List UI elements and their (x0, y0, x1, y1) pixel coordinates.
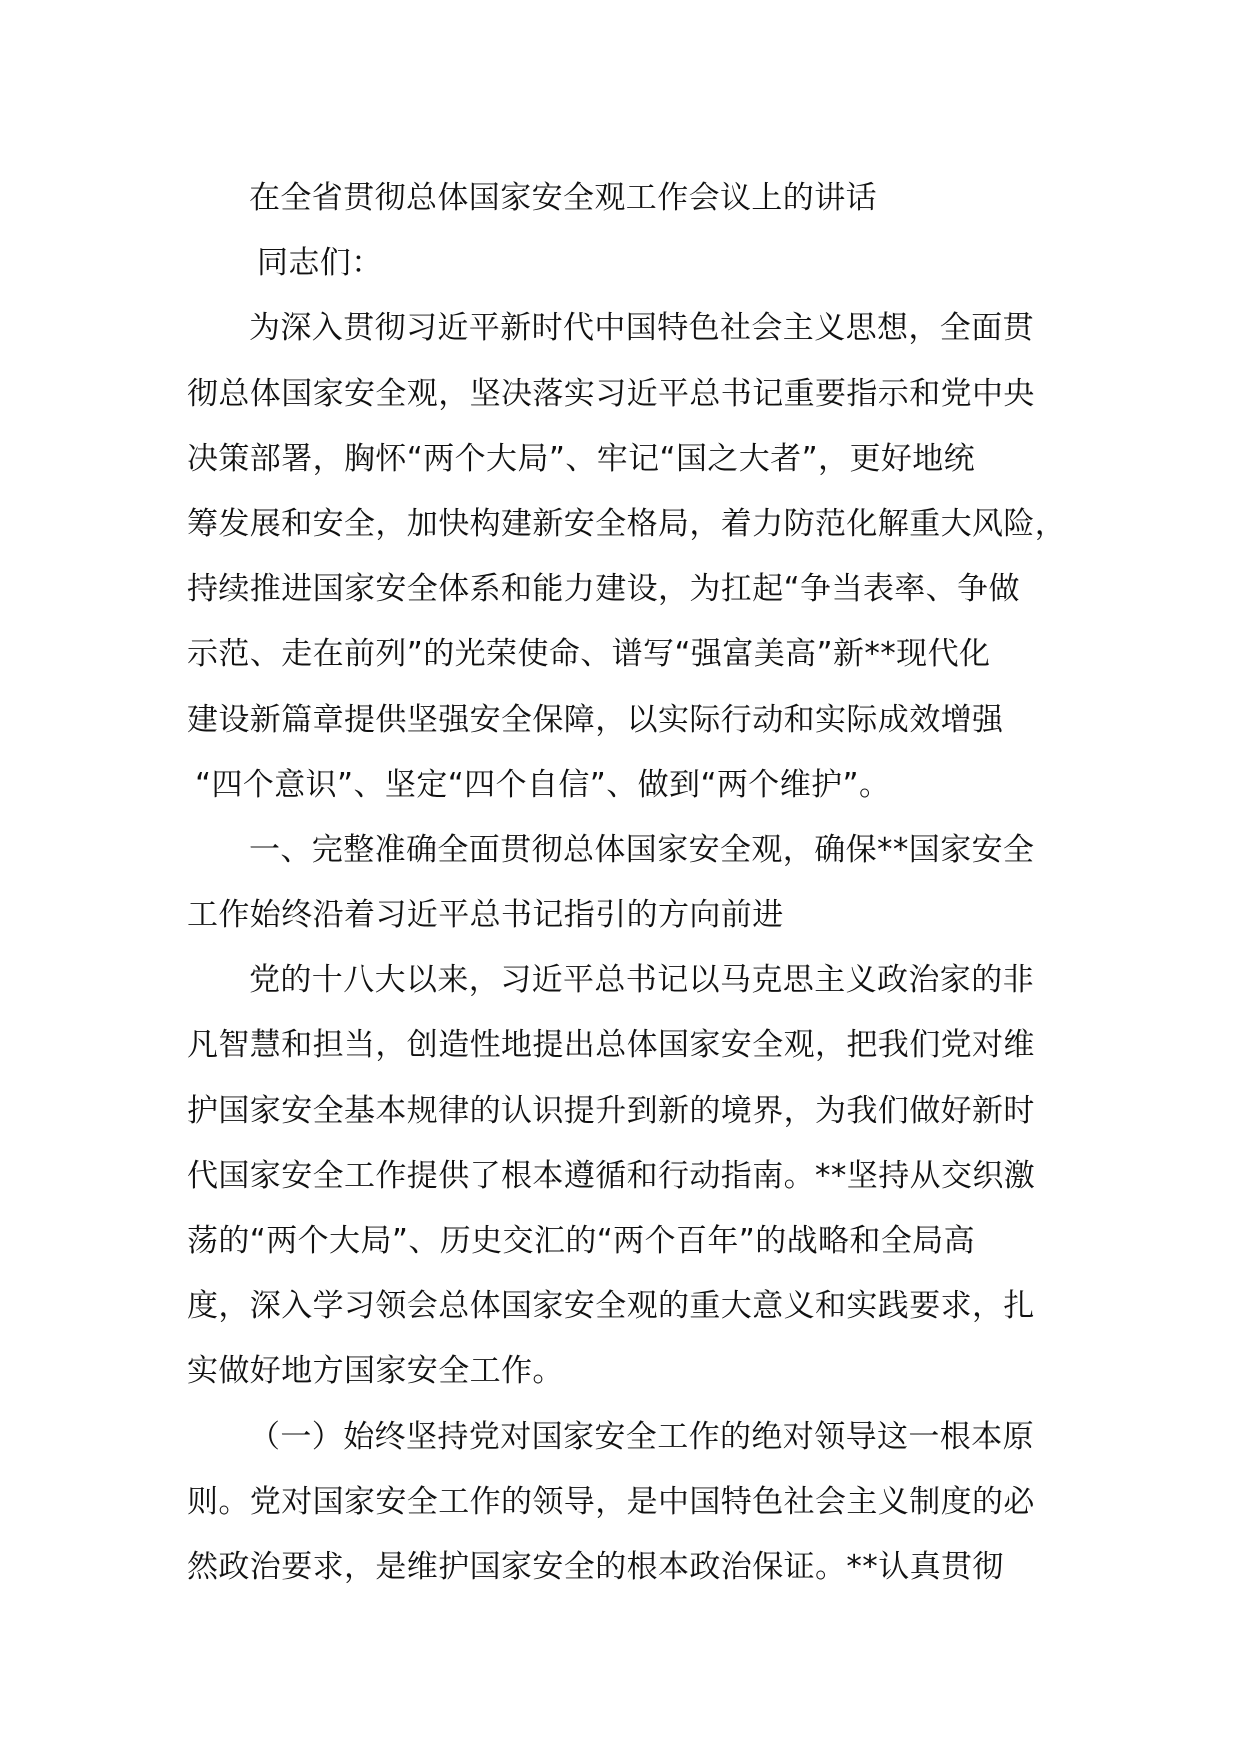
paragraph-1-line-7: 建设新篇章提供坚强安全保障，以实际行动和实际成效增强 (187, 701, 1004, 738)
paragraph-4-line-2: 则。党对国家安全工作的领导，是中国特色社会主义制度的必 (187, 1483, 1035, 1520)
paragraph-1-line-8: “四个意识”、坚定“四个自信”、做到“两个维护”。 (195, 766, 891, 803)
section-heading-line-2: 工作始终沿着习近平总书记指引的方向前进 (187, 897, 784, 934)
document-title: 在全省贯彻总体国家安全观工作会议上的讲话 (249, 180, 877, 216)
paragraph-3-line-7: 实做好地方国家安全工作。 (187, 1353, 564, 1390)
salutation: 同志们： (257, 245, 383, 282)
paragraph-3-line-2: 凡智慧和担当，创造性地提出总体国家安全观，把我们党对维 (187, 1027, 1035, 1064)
paragraph-3-line-1: 党的十八大以来，习近平总书记以马克思主义政治家的非 (249, 962, 1034, 999)
paragraph-1-line-4: 筹发展和安全，加快构建新安全格局，着力防范化解重大风险， (187, 505, 1067, 542)
section-heading-line-1: 一、完整准确全面贯彻总体国家安全观，确保**国家安全 (249, 831, 1035, 868)
paragraph-3-line-4: 代国家安全工作提供了根本遵循和行动指南。**坚持从交织激 (187, 1157, 1036, 1194)
paragraph-4-line-1: （一）始终坚持党对国家安全工作的绝对领导这一根本原 (249, 1418, 1034, 1455)
paragraph-1-line-2: 彻总体国家安全观，坚决落实习近平总书记重要指示和党中央 (187, 375, 1035, 412)
paragraph-4-line-3: 然政治要求，是维护国家安全的根本政治保证。**认真贯彻 (187, 1548, 1004, 1585)
document-body (187, 166, 1067, 1600)
paragraph-1-line-1: 为深入贯彻习近平新时代中国特色社会主义思想，全面贯 (249, 310, 1034, 347)
paragraph-3-line-3: 护国家安全基本规律的认识提升到新的境界，为我们做好新时 (187, 1092, 1035, 1129)
paragraph-1-line-5: 持续推进国家安全体系和能力建设，为扛起“争当表率、争做 (187, 571, 1020, 608)
paragraph-1-line-6: 示范、走在前列”的光荣使命、谱写“强富美高”新**现代化 (187, 636, 991, 673)
paragraph-3-line-5: 荡的“两个大局”、历史交汇的“两个百年”的战略和全局高 (187, 1223, 976, 1259)
paragraph-1-line-3: 决策部署，胸怀“两个大局”、牢记“国之大者”，更好地统 (187, 440, 976, 477)
paragraph-3-line-6: 度，深入学习领会总体国家安全观的重大意义和实践要求，扎 (187, 1288, 1035, 1325)
